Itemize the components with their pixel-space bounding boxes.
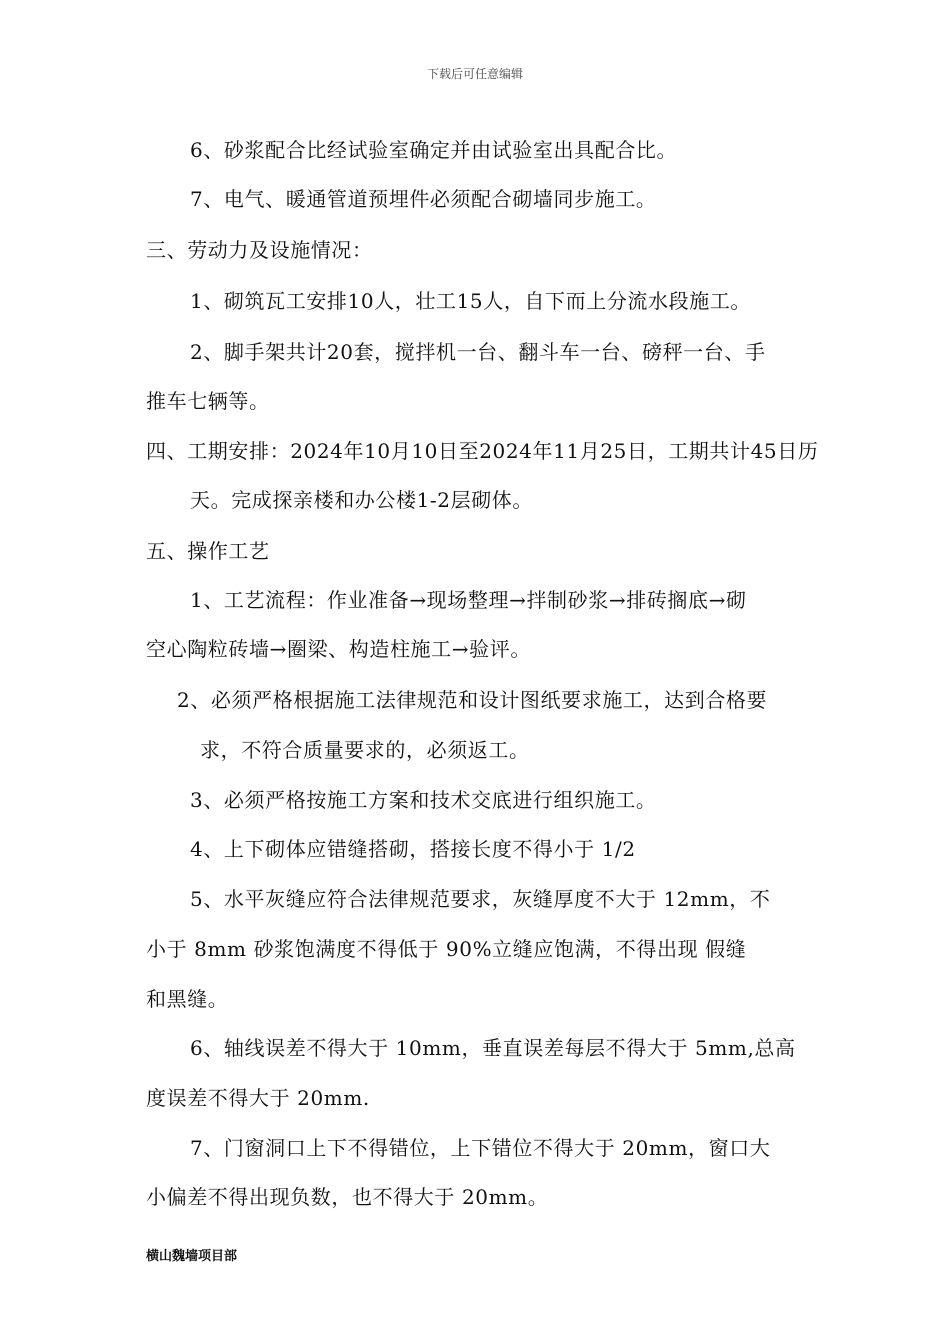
page-footer: 横山魏墙项目部 [146,1249,238,1264]
section-heading: 五、操作工艺 [146,539,270,563]
text-line: 2、脚手架共计20套，搅拌机一台、翻斗车一台、磅秤一台、手 [190,340,766,364]
text-line: 7、电气、暖通管道预埋件必须配合砌墙同步施工。 [190,187,657,211]
page-header: 下载后可任意编辑 [426,67,523,81]
text-line: 3、必须严格按施工方案和技术交底进行组织施工。 [190,788,657,812]
text-line: 7、门窗洞口上下不得错位，上下错位不得大于 20mm，窗口大 [190,1136,771,1160]
text-line: 5、水平灰缝应符合法律规范要求，灰缝厚度不大于 12mm，不 [190,887,771,911]
text-line: 求，不符合质量要求的，必须返工。 [200,738,530,762]
text-line: 1、工艺流程：作业准备→现场整理→拌制砂浆→排砖搁底→砌 [190,588,747,612]
text-line: 天。完成探亲楼和办公楼1-2层砌体。 [190,488,534,512]
text-line: 6、轴线误差不得大于 10mm，垂直误差每层不得大于 5mm,总高 [190,1036,796,1060]
text-line: 度误差不得大于 20mm. [146,1086,370,1110]
text-line: 推车七辆等。 [146,389,270,413]
text-line: 6、砂浆配合比经试验室确定并由试验室出具配合比。 [190,138,678,162]
text-line: 4、上下砌体应错缝搭砌，搭接长度不得小于 1/2 [190,837,636,861]
text-line: 小偏差不得出现负数，也不得大于 20mm。 [146,1185,549,1209]
text-line: 小于 8mm 砂浆饱满度不得低于 90%立缝应饱满，不得出现 假缝 [146,937,747,961]
section-heading: 四、工期安排：2024年10月10日至2024年11月25日，工期共计45日历 [146,439,819,463]
text-line: 2、必须严格根据施工法律规范和设计图纸要求施工，达到合格要 [177,688,768,712]
text-line: 和黑缝。 [146,987,229,1011]
text-line: 1、砌筑瓦工安排10人，壮工15人，自下而上分流水段施工。 [190,289,752,313]
text-line: 空心陶粒砖墙→圈梁、构造柱施工→验评。 [146,637,531,661]
section-heading: 三、劳动力及设施情况： [146,238,373,262]
